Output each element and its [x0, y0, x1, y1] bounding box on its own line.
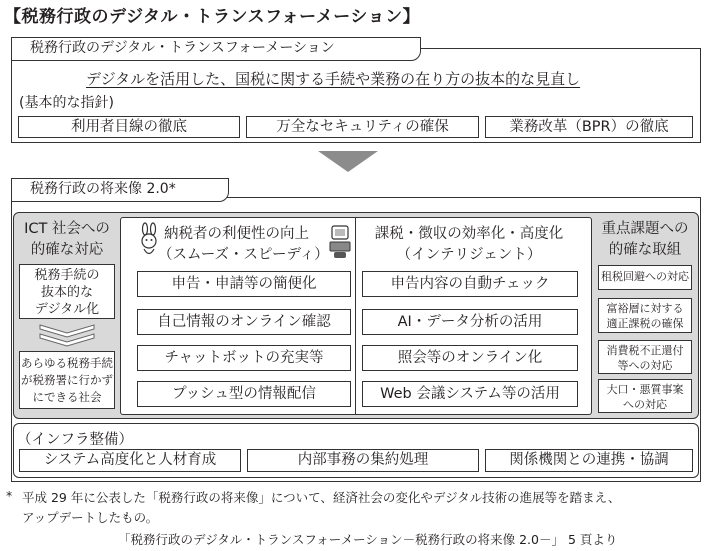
infra-item: システム高度化と人材育成	[19, 449, 241, 472]
efficiency-heading-1: 課税・徴収の効率化・高度化	[374, 226, 564, 242]
down-arrow-icon	[318, 151, 378, 173]
ict-heading-2: 的確な対応	[30, 242, 104, 258]
future-section-tab: 税務行政の将来像 2.0*	[11, 178, 229, 202]
dx-headline: デジタルを活用した、国税に関する手続や業務の在り方の抜本的な見直し	[86, 70, 581, 88]
ict-society-box	[19, 351, 115, 409]
footnote-star: *	[6, 488, 13, 503]
priority-heading-1: 重点課題への	[601, 221, 689, 237]
ict-box2-line: が税務署に行かず	[21, 373, 113, 387]
double-chevron-down-icon	[38, 322, 96, 348]
priority-item	[598, 265, 692, 290]
ict-box1-line: 税務手続の	[34, 268, 100, 283]
mascot-rabbit-icon	[138, 222, 160, 260]
page-title: 【税務行政のデジタル・トランスフォーメーション】	[4, 7, 421, 27]
policy-user-perspective: 利用者目線の徹底	[18, 116, 240, 138]
priority-item	[598, 298, 692, 333]
infra-item: 内部事務の集約処理	[247, 449, 479, 472]
ict-heading-1: ICT 社会への	[24, 221, 110, 237]
convenience-heading-2: （スムーズ・スピーディ）	[158, 247, 329, 263]
priority-item-line: 租税回避への対応	[601, 270, 689, 283]
efficiency-heading-2: （インテリジェント）	[396, 247, 542, 263]
computer-mascot-icon	[329, 224, 351, 260]
footnote-line-1: 平成 29 年に公表した「税務行政の将来像」について、経済社会の変化やデジタル技術の進展等を踏まえ、	[22, 490, 621, 505]
priority-item	[598, 379, 692, 413]
efficiency-item: 照会等のオンライン化	[362, 345, 578, 371]
priority-item-line: 等への対応	[617, 359, 673, 372]
convenience-item: チャットボットの充実等	[137, 345, 351, 371]
ict-box1-line: 抜本的な	[40, 285, 93, 300]
convenience-item: プッシュ型の情報配信	[137, 381, 351, 407]
dx-section-tab: 税務行政のデジタル・トランスフォーメーション	[11, 37, 421, 61]
convenience-item: 申告・申請等の簡便化	[137, 271, 351, 297]
priority-item	[598, 340, 692, 374]
priority-item-line: 消費税不正還付	[606, 344, 684, 357]
infra-label: （インフラ整備）	[17, 432, 133, 448]
priority-item-line: 大口・悪質事案	[606, 383, 684, 396]
infra-item: 関係機関との連携・協調	[485, 449, 693, 472]
footnote-source: 「税務行政のデジタル・トランスフォーメーション－税務行政の将来像 2.0－」 5 頁より	[118, 532, 618, 547]
convenience-heading-1: 納税者の利便性の向上	[164, 226, 309, 242]
ict-digitalization-box	[19, 264, 115, 319]
ict-box2-line: あらゆる税務手続	[21, 356, 113, 370]
priority-heading-2: 的確な取組	[608, 242, 682, 258]
priority-item-line: への対応	[623, 398, 667, 411]
footnote-line-2: アップデートしたもの。	[22, 510, 159, 525]
ict-box2-line: にできる社会	[32, 390, 102, 404]
ict-box1-line: デジタル化	[34, 302, 100, 317]
priority-item-line: 富裕層に対する	[606, 302, 684, 315]
convenience-item: 自己情報のオンライン確認	[137, 309, 351, 335]
policy-label: (基本的な指針)	[19, 95, 114, 111]
policy-security: 万全なセキュリティの確保	[246, 116, 479, 138]
efficiency-item: 申告内容の自動チェック	[362, 271, 578, 297]
policy-bpr: 業務改革（BPR）の徹底	[485, 116, 693, 138]
efficiency-item: Web 会議システム等の活用	[362, 381, 578, 407]
efficiency-item: AI・データ分析の活用	[362, 309, 578, 335]
priority-item-line: 適正課税の確保	[606, 317, 684, 330]
